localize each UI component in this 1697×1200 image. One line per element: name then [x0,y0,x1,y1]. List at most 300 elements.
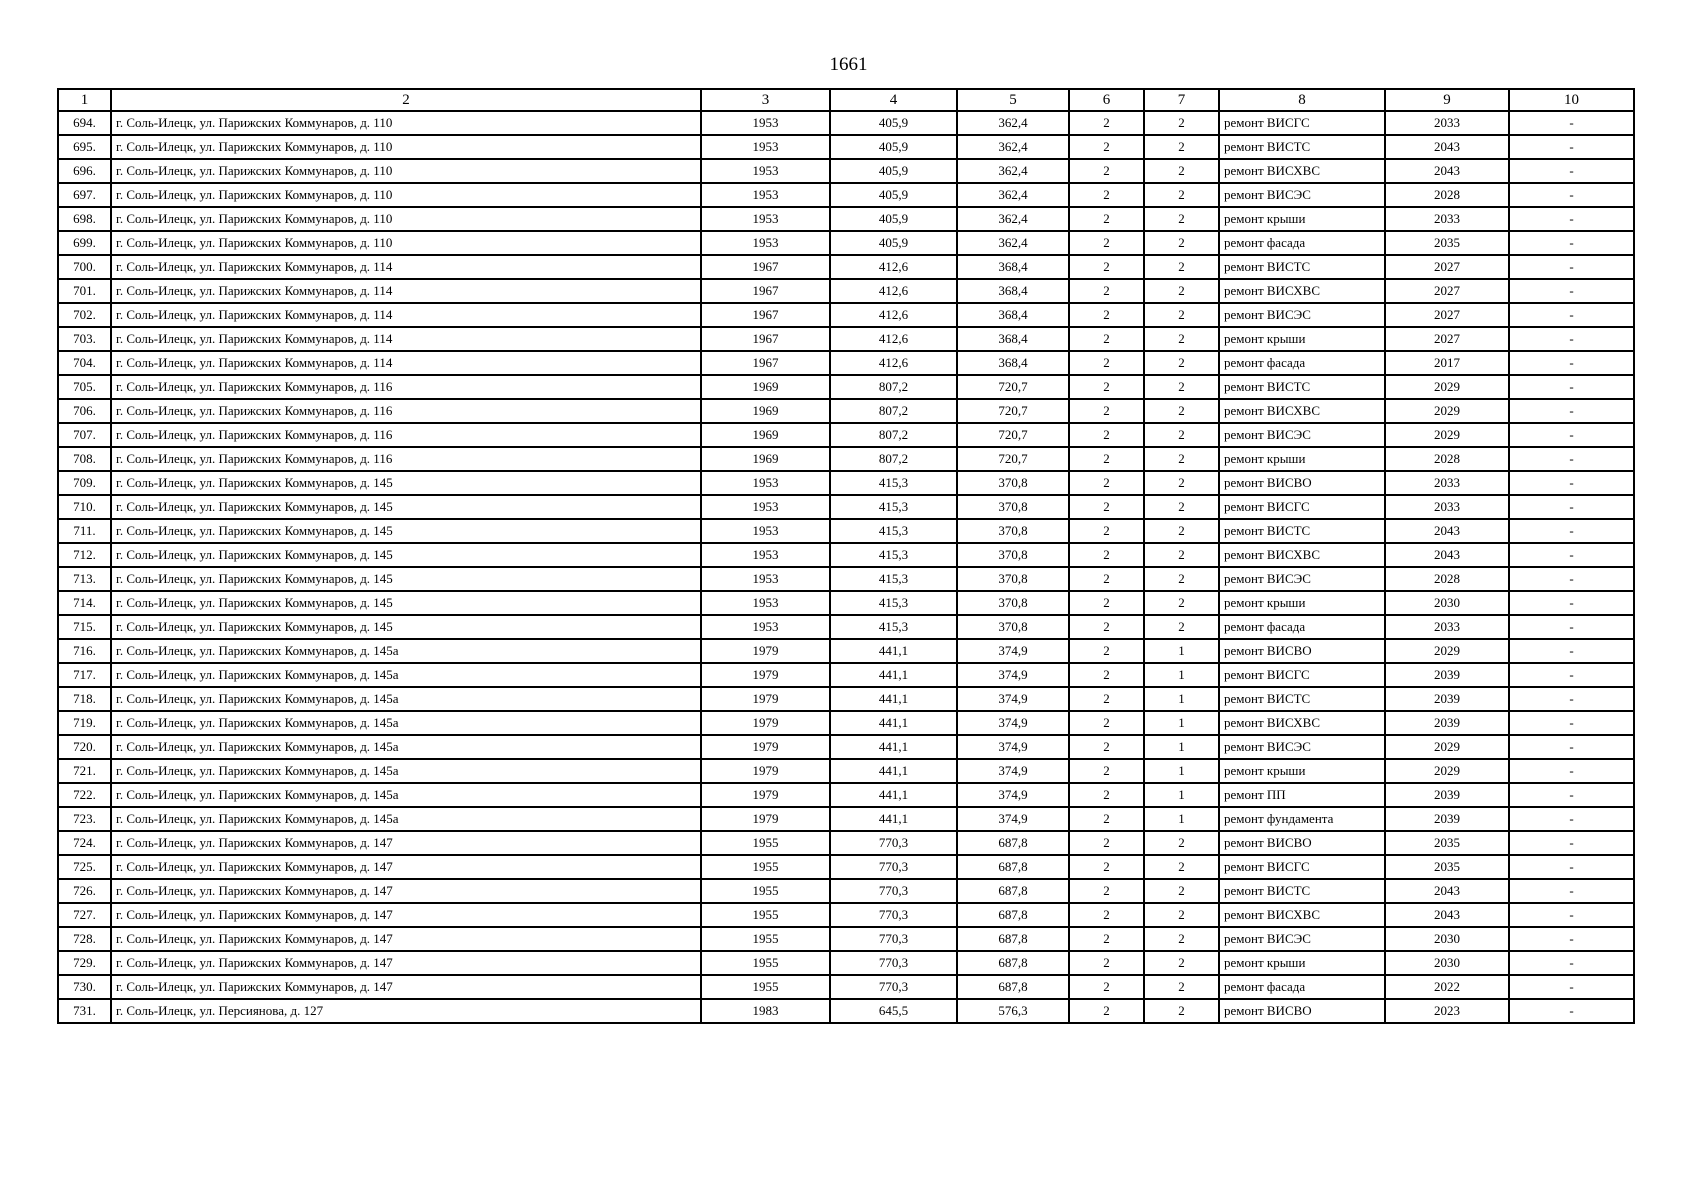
living-area-cell: 687,8 [957,855,1069,879]
living-area-cell: 374,9 [957,663,1069,687]
address-cell: г. Соль-Илецк, ул. Парижских Коммунаров, д. 147 [111,855,701,879]
address-cell: г. Соль-Илецк, ул. Парижских Коммунаров, д. 145а [111,687,701,711]
build-year-cell: 1979 [701,783,830,807]
page-number: 1661 [829,54,868,75]
floors-cell: 2 [1069,375,1144,399]
total-area-cell: 412,6 [830,255,957,279]
planned-year-cell: 2039 [1385,711,1509,735]
planned-year-cell: 2017 [1385,351,1509,375]
note-cell: - [1509,951,1634,975]
entrances-cell: 1 [1144,687,1219,711]
build-year-cell: 1979 [701,639,830,663]
row-number-cell: 702. [58,303,111,327]
row-number-cell: 713. [58,567,111,591]
planned-year-cell: 2039 [1385,687,1509,711]
total-area-cell: 645,5 [830,999,957,1023]
address-cell: г. Соль-Илецк, ул. Парижских Коммунаров, д. 110 [111,111,701,135]
note-cell: - [1509,231,1634,255]
table-row [58,999,1634,1023]
planned-year-cell: 2029 [1385,735,1509,759]
column-header: 1 [58,89,111,111]
note-cell: - [1509,999,1634,1023]
entrances-cell: 2 [1144,327,1219,351]
column-header: 7 [1144,89,1219,111]
column-header: 6 [1069,89,1144,111]
table-row [58,927,1634,951]
work-type-cell: ремонт крыши [1219,207,1385,231]
build-year-cell: 1953 [701,519,830,543]
address-cell: г. Соль-Илецк, ул. Парижских Коммунаров, д. 145 [111,591,701,615]
build-year-cell: 1979 [701,759,830,783]
total-area-cell: 415,3 [830,615,957,639]
row-number-cell: 725. [58,855,111,879]
address-cell: г. Соль-Илецк, ул. Парижских Коммунаров, д. 145а [111,807,701,831]
build-year-cell: 1955 [701,927,830,951]
floors-cell: 2 [1069,927,1144,951]
total-area-cell: 415,3 [830,543,957,567]
work-type-cell: ремонт ВИСХВС [1219,159,1385,183]
work-type-cell: ремонт крыши [1219,951,1385,975]
floors-cell: 2 [1069,735,1144,759]
entrances-cell: 2 [1144,447,1219,471]
table-row [58,423,1634,447]
total-area-cell: 405,9 [830,159,957,183]
table-body [58,111,1634,1023]
note-cell: - [1509,375,1634,399]
work-type-cell: ремонт ВИСХВС [1219,711,1385,735]
table-row [58,111,1634,135]
build-year-cell: 1953 [701,591,830,615]
table-row [58,639,1634,663]
build-year-cell: 1953 [701,471,830,495]
entrances-cell: 2 [1144,543,1219,567]
table-row [58,327,1634,351]
entrances-cell: 2 [1144,135,1219,159]
entrances-cell: 2 [1144,855,1219,879]
living-area-cell: 368,4 [957,351,1069,375]
work-type-cell: ремонт фасада [1219,351,1385,375]
address-cell: г. Соль-Илецк, ул. Персиянова, д. 127 [111,999,701,1023]
row-number-cell: 720. [58,735,111,759]
row-number-cell: 721. [58,759,111,783]
row-number-cell: 715. [58,615,111,639]
note-cell: - [1509,879,1634,903]
table-row [58,303,1634,327]
build-year-cell: 1955 [701,831,830,855]
total-area-cell: 770,3 [830,879,957,903]
floors-cell: 2 [1069,639,1144,663]
living-area-cell: 374,9 [957,759,1069,783]
note-cell: - [1509,303,1634,327]
row-number-cell: 698. [58,207,111,231]
address-cell: г. Соль-Илецк, ул. Парижских Коммунаров, д. 114 [111,327,701,351]
total-area-cell: 412,6 [830,279,957,303]
work-type-cell: ремонт ВИСГС [1219,855,1385,879]
living-area-cell: 687,8 [957,951,1069,975]
note-cell: - [1509,975,1634,999]
living-area-cell: 370,8 [957,591,1069,615]
living-area-cell: 720,7 [957,375,1069,399]
entrances-cell: 1 [1144,783,1219,807]
note-cell: - [1509,423,1634,447]
floors-cell: 2 [1069,711,1144,735]
build-year-cell: 1953 [701,183,830,207]
table-row [58,663,1634,687]
note-cell: - [1509,831,1634,855]
row-number-cell: 723. [58,807,111,831]
work-type-cell: ремонт крыши [1219,447,1385,471]
table-row [58,159,1634,183]
row-number-cell: 703. [58,327,111,351]
total-area-cell: 415,3 [830,495,957,519]
living-area-cell: 370,8 [957,567,1069,591]
entrances-cell: 2 [1144,927,1219,951]
planned-year-cell: 2027 [1385,279,1509,303]
living-area-cell: 374,9 [957,735,1069,759]
address-cell: г. Соль-Илецк, ул. Парижских Коммунаров, д. 145 [111,543,701,567]
table-row [58,519,1634,543]
planned-year-cell: 2033 [1385,471,1509,495]
build-year-cell: 1953 [701,567,830,591]
floors-cell: 2 [1069,159,1144,183]
floors-cell: 2 [1069,183,1144,207]
floors-cell: 2 [1069,423,1144,447]
entrances-cell: 2 [1144,255,1219,279]
address-cell: г. Соль-Илецк, ул. Парижских Коммунаров, д. 145а [111,783,701,807]
entrances-cell: 2 [1144,903,1219,927]
living-area-cell: 687,8 [957,879,1069,903]
entrances-cell: 2 [1144,879,1219,903]
total-area-cell: 405,9 [830,111,957,135]
work-type-cell: ремонт ВИСЭС [1219,423,1385,447]
table-row [58,495,1634,519]
row-number-cell: 709. [58,471,111,495]
address-cell: г. Соль-Илецк, ул. Парижских Коммунаров, д. 110 [111,231,701,255]
row-number-cell: 699. [58,231,111,255]
total-area-cell: 770,3 [830,927,957,951]
address-cell: г. Соль-Илецк, ул. Парижских Коммунаров, д. 116 [111,423,701,447]
entrances-cell: 2 [1144,375,1219,399]
note-cell: - [1509,279,1634,303]
build-year-cell: 1967 [701,351,830,375]
table-row [58,831,1634,855]
total-area-cell: 415,3 [830,567,957,591]
living-area-cell: 374,9 [957,711,1069,735]
note-cell: - [1509,567,1634,591]
header-row [58,89,1634,111]
address-cell: г. Соль-Илецк, ул. Парижских Коммунаров, д. 116 [111,375,701,399]
planned-year-cell: 2043 [1385,135,1509,159]
table-row [58,783,1634,807]
work-type-cell: ремонт ВИСВО [1219,639,1385,663]
floors-cell: 2 [1069,111,1144,135]
living-area-cell: 720,7 [957,423,1069,447]
entrances-cell: 2 [1144,159,1219,183]
total-area-cell: 770,3 [830,831,957,855]
work-type-cell: ремонт ВИСТС [1219,687,1385,711]
table-row [58,975,1634,999]
note-cell: - [1509,591,1634,615]
entrances-cell: 2 [1144,519,1219,543]
note-cell: - [1509,903,1634,927]
living-area-cell: 370,8 [957,615,1069,639]
table-row [58,807,1634,831]
table-row [58,759,1634,783]
note-cell: - [1509,735,1634,759]
work-type-cell: ремонт крыши [1219,591,1385,615]
build-year-cell: 1953 [701,543,830,567]
total-area-cell: 405,9 [830,207,957,231]
note-cell: - [1509,471,1634,495]
row-number-cell: 701. [58,279,111,303]
work-type-cell: ремонт ВИСЭС [1219,927,1385,951]
total-area-cell: 441,1 [830,807,957,831]
build-year-cell: 1969 [701,375,830,399]
row-number-cell: 729. [58,951,111,975]
address-cell: г. Соль-Илецк, ул. Парижских Коммунаров, д. 145а [111,663,701,687]
note-cell: - [1509,111,1634,135]
row-number-cell: 714. [58,591,111,615]
total-area-cell: 415,3 [830,591,957,615]
column-header: 9 [1385,89,1509,111]
floors-cell: 2 [1069,351,1144,375]
entrances-cell: 2 [1144,423,1219,447]
table-row [58,711,1634,735]
planned-year-cell: 2023 [1385,999,1509,1023]
work-type-cell: ремонт ВИСВО [1219,831,1385,855]
work-type-cell: ремонт ВИСТС [1219,135,1385,159]
floors-cell: 2 [1069,879,1144,903]
total-area-cell: 441,1 [830,663,957,687]
floors-cell: 2 [1069,783,1144,807]
table-row [58,615,1634,639]
build-year-cell: 1979 [701,807,830,831]
work-type-cell: ремонт ВИСТС [1219,879,1385,903]
floors-cell: 2 [1069,999,1144,1023]
planned-year-cell: 2027 [1385,327,1509,351]
note-cell: - [1509,327,1634,351]
work-type-cell: ремонт ВИСТС [1219,519,1385,543]
planned-year-cell: 2039 [1385,783,1509,807]
planned-year-cell: 2039 [1385,807,1509,831]
work-type-cell: ремонт ВИСХВС [1219,399,1385,423]
entrances-cell: 2 [1144,591,1219,615]
table-row [58,183,1634,207]
note-cell: - [1509,495,1634,519]
total-area-cell: 405,9 [830,231,957,255]
living-area-cell: 576,3 [957,999,1069,1023]
note-cell: - [1509,447,1634,471]
floors-cell: 2 [1069,519,1144,543]
entrances-cell: 2 [1144,975,1219,999]
note-cell: - [1509,807,1634,831]
work-type-cell: ремонт ВИСВО [1219,999,1385,1023]
row-number-cell: 697. [58,183,111,207]
living-area-cell: 362,4 [957,183,1069,207]
floors-cell: 2 [1069,687,1144,711]
table-row [58,735,1634,759]
address-cell: г. Соль-Илецк, ул. Парижских Коммунаров, д. 145а [111,711,701,735]
build-year-cell: 1979 [701,663,830,687]
total-area-cell: 441,1 [830,783,957,807]
floors-cell: 2 [1069,135,1144,159]
living-area-cell: 687,8 [957,831,1069,855]
column-header: 3 [701,89,830,111]
floors-cell: 2 [1069,663,1144,687]
table-row [58,567,1634,591]
work-type-cell: ремонт ВИСГС [1219,663,1385,687]
entrances-cell: 1 [1144,807,1219,831]
total-area-cell: 770,3 [830,855,957,879]
row-number-cell: 706. [58,399,111,423]
living-area-cell: 368,4 [957,255,1069,279]
planned-year-cell: 2043 [1385,543,1509,567]
build-year-cell: 1953 [701,207,830,231]
floors-cell: 2 [1069,903,1144,927]
planned-year-cell: 2028 [1385,447,1509,471]
floors-cell: 2 [1069,231,1144,255]
row-number-cell: 700. [58,255,111,279]
living-area-cell: 362,4 [957,159,1069,183]
entrances-cell: 2 [1144,279,1219,303]
planned-year-cell: 2028 [1385,183,1509,207]
floors-cell: 2 [1069,255,1144,279]
total-area-cell: 415,3 [830,519,957,543]
living-area-cell: 374,9 [957,783,1069,807]
note-cell: - [1509,255,1634,279]
planned-year-cell: 2035 [1385,855,1509,879]
build-year-cell: 1953 [701,135,830,159]
build-year-cell: 1953 [701,111,830,135]
table-row [58,255,1634,279]
work-type-cell: ремонт фундамента [1219,807,1385,831]
planned-year-cell: 2022 [1385,975,1509,999]
planned-year-cell: 2033 [1385,495,1509,519]
work-type-cell: ремонт ВИСВО [1219,471,1385,495]
build-year-cell: 1955 [701,903,830,927]
column-header: 8 [1219,89,1385,111]
planned-year-cell: 2035 [1385,231,1509,255]
address-cell: г. Соль-Илецк, ул. Парижских Коммунаров, д. 116 [111,399,701,423]
work-type-cell: ремонт ВИСГС [1219,111,1385,135]
note-cell: - [1509,351,1634,375]
address-cell: г. Соль-Илецк, ул. Парижских Коммунаров, д. 145а [111,639,701,663]
work-type-cell: ремонт ВИСХВС [1219,543,1385,567]
address-cell: г. Соль-Илецк, ул. Парижских Коммунаров, д. 145 [111,495,701,519]
work-type-cell: ремонт ВИСГС [1219,495,1385,519]
column-header: 2 [111,89,701,111]
row-number-cell: 704. [58,351,111,375]
build-year-cell: 1967 [701,303,830,327]
total-area-cell: 415,3 [830,471,957,495]
living-area-cell: 374,9 [957,639,1069,663]
work-type-cell: ремонт ВИСТС [1219,255,1385,279]
living-area-cell: 374,9 [957,807,1069,831]
table-row [58,447,1634,471]
planned-year-cell: 2033 [1385,111,1509,135]
note-cell: - [1509,759,1634,783]
row-number-cell: 726. [58,879,111,903]
address-cell: г. Соль-Илецк, ул. Парижских Коммунаров, д. 147 [111,831,701,855]
total-area-cell: 405,9 [830,135,957,159]
planned-year-cell: 2043 [1385,159,1509,183]
row-number-cell: 731. [58,999,111,1023]
build-year-cell: 1983 [701,999,830,1023]
work-type-cell: ремонт ВИСХВС [1219,903,1385,927]
address-cell: г. Соль-Илецк, ул. Парижских Коммунаров, д. 147 [111,927,701,951]
total-area-cell: 770,3 [830,975,957,999]
entrances-cell: 2 [1144,303,1219,327]
build-year-cell: 1969 [701,447,830,471]
row-number-cell: 717. [58,663,111,687]
work-type-cell: ремонт ВИСЭС [1219,735,1385,759]
total-area-cell: 441,1 [830,639,957,663]
row-number-cell: 728. [58,927,111,951]
total-area-cell: 770,3 [830,903,957,927]
note-cell: - [1509,663,1634,687]
entrances-cell: 2 [1144,999,1219,1023]
column-header: 10 [1509,89,1634,111]
entrances-cell: 2 [1144,111,1219,135]
note-cell: - [1509,783,1634,807]
entrances-cell: 2 [1144,567,1219,591]
floors-cell: 2 [1069,279,1144,303]
planned-year-cell: 2028 [1385,567,1509,591]
work-type-cell: ремонт ВИСЭС [1219,183,1385,207]
table-row [58,951,1634,975]
row-number-cell: 710. [58,495,111,519]
address-cell: г. Соль-Илецк, ул. Парижских Коммунаров, д. 110 [111,207,701,231]
address-cell: г. Соль-Илецк, ул. Парижских Коммунаров, д. 147 [111,879,701,903]
note-cell: - [1509,639,1634,663]
planned-year-cell: 2027 [1385,303,1509,327]
note-cell: - [1509,207,1634,231]
row-number-cell: 727. [58,903,111,927]
floors-cell: 2 [1069,591,1144,615]
total-area-cell: 807,2 [830,447,957,471]
entrances-cell: 2 [1144,231,1219,255]
entrances-cell: 2 [1144,399,1219,423]
entrances-cell: 2 [1144,183,1219,207]
row-number-cell: 708. [58,447,111,471]
planned-year-cell: 2029 [1385,375,1509,399]
row-number-cell: 711. [58,519,111,543]
table-row [58,279,1634,303]
planned-year-cell: 2029 [1385,639,1509,663]
note-cell: - [1509,855,1634,879]
planned-year-cell: 2039 [1385,663,1509,687]
entrances-cell: 2 [1144,495,1219,519]
address-cell: г. Соль-Илецк, ул. Парижских Коммунаров, д. 147 [111,903,701,927]
floors-cell: 2 [1069,567,1144,591]
floors-cell: 2 [1069,471,1144,495]
table-row [58,903,1634,927]
build-year-cell: 1955 [701,855,830,879]
living-area-cell: 368,4 [957,303,1069,327]
entrances-cell: 1 [1144,663,1219,687]
work-type-cell: ремонт ПП [1219,783,1385,807]
address-cell: г. Соль-Илецк, ул. Парижских Коммунаров, д. 114 [111,279,701,303]
floors-cell: 2 [1069,831,1144,855]
planned-year-cell: 2043 [1385,519,1509,543]
table-row [58,231,1634,255]
build-year-cell: 1955 [701,951,830,975]
total-area-cell: 412,6 [830,303,957,327]
total-area-cell: 441,1 [830,759,957,783]
total-area-cell: 412,6 [830,351,957,375]
floors-cell: 2 [1069,327,1144,351]
entrances-cell: 2 [1144,207,1219,231]
